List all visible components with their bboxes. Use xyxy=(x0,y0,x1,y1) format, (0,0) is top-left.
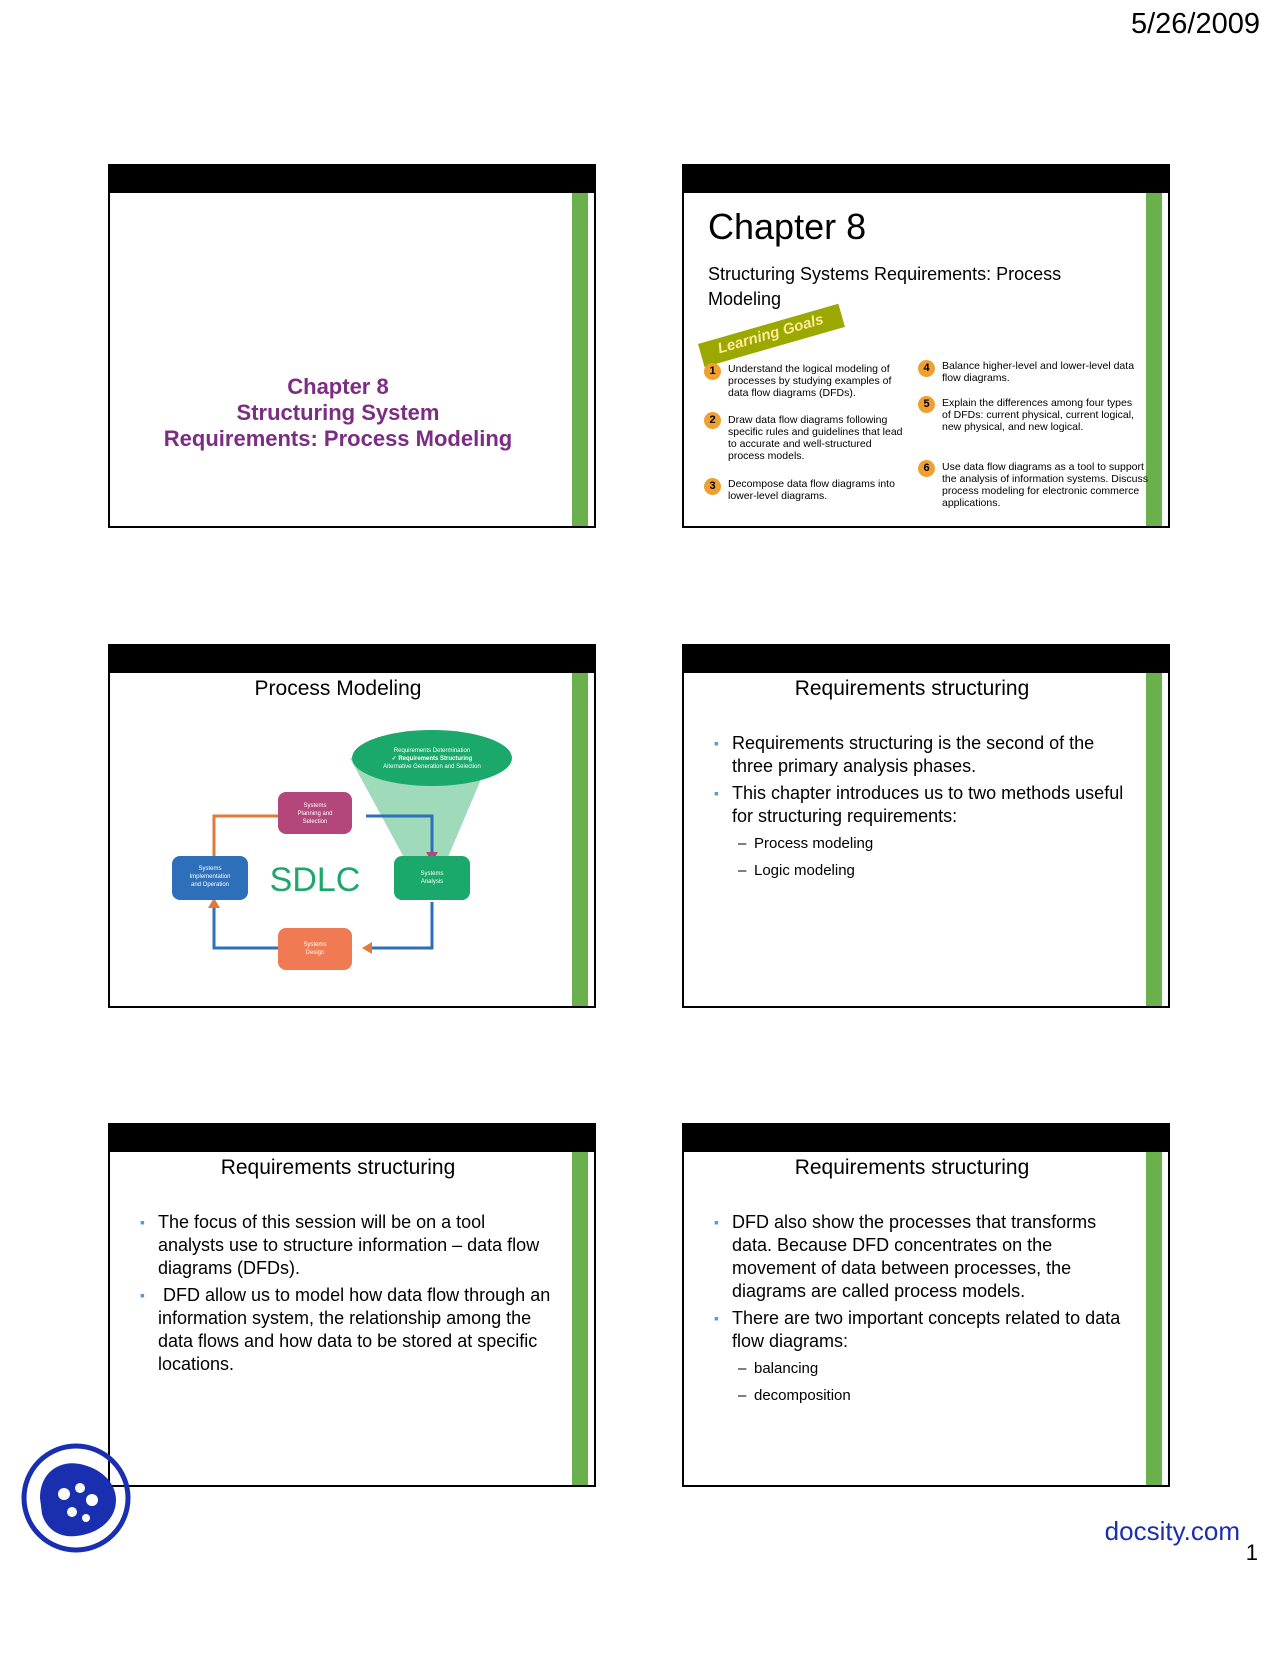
goal-text: Draw data flow diagrams following specific rules and guidelines that lead to accurate and well-structured process models. xyxy=(728,414,903,462)
chapter-subtitle xyxy=(708,262,1098,312)
slide-4 xyxy=(682,644,1170,1008)
goal-text: Explain the differences among four types of DFDs: current physical, current logical, new physical, and new logical. xyxy=(942,397,1134,433)
arrowhead xyxy=(362,942,372,954)
slide-green-bar xyxy=(572,1152,588,1485)
goal-number-badge: 3 xyxy=(704,478,721,495)
bullet-list xyxy=(714,732,1130,886)
learning-goals-label: Learning Goals xyxy=(715,310,826,358)
slide-top-bar xyxy=(684,166,1168,193)
node-analysis xyxy=(394,856,470,900)
slide-2 xyxy=(682,164,1170,528)
bullet-item: ▪ DFD also show the processes that transforms data. Because DFD concentrates on the movement of data between processes, the diagrams are called process models. xyxy=(714,1211,1130,1303)
bullet-item: ▪ The focus of this session will be on a tool analysts use to structure information – data flow diagrams (DFDs). xyxy=(140,1211,556,1280)
slide-green-bar xyxy=(1146,1152,1162,1485)
slide-3 xyxy=(108,644,596,1008)
page-date: 5/26/2009 xyxy=(1130,8,1260,40)
sdlc-center-label: SDLC xyxy=(269,861,361,899)
goal-text: Use data flow diagrams as a tool to support the analysis of information systems. Discuss process modeling for electronic commerce applications. xyxy=(942,461,1148,509)
page-number: 1 xyxy=(1245,1540,1258,1565)
node-design xyxy=(278,928,352,970)
slide-green-bar xyxy=(572,193,588,526)
node-text: Systems xyxy=(198,866,222,872)
bullet-item: ▪ Requirements structuring is the second of the three primary analysis phases. xyxy=(714,732,1130,778)
slide-title: Process Modeling xyxy=(254,677,422,700)
sdlc-diagram xyxy=(110,646,596,1008)
funnel-text: ✓ Requirements Structuring xyxy=(391,756,473,762)
sub-item: – Process modeling xyxy=(738,832,1130,855)
goal-number-badge: 2 xyxy=(704,412,721,429)
title-line: Requirements: Process Modeling xyxy=(163,426,513,451)
sub-list xyxy=(714,1357,1130,1407)
sub-item: – balancing xyxy=(738,1357,1130,1380)
subtitle-line: Structuring Systems Requirements: Process xyxy=(708,264,1062,284)
node-text: Design xyxy=(305,950,325,956)
funnel-text: Alternative Generation and Selection xyxy=(383,764,481,770)
bullet-list xyxy=(714,1211,1130,1411)
bullet-item: ▪ This chapter introduces us to two methods useful for structuring requirements: xyxy=(714,782,1130,828)
goal-text: Decompose data flow diagrams into lower-level diagrams. xyxy=(728,478,895,502)
node-text: Selection xyxy=(302,819,328,825)
slide-top-bar xyxy=(110,166,594,193)
node-text: Systems xyxy=(420,871,444,877)
goal-number-badge: 5 xyxy=(918,396,935,413)
goal-number-badge: 1 xyxy=(704,363,721,380)
goal-text: Balance higher-level and lower-level data flow diagrams. xyxy=(942,360,1135,384)
node-text: Systems xyxy=(303,803,327,809)
node-text: Planning and xyxy=(297,811,333,817)
learning-goals-banner xyxy=(698,304,845,367)
node-text: Systems xyxy=(303,942,327,948)
sub-list xyxy=(714,832,1130,882)
slide-1 xyxy=(108,164,596,528)
bullet-list xyxy=(140,1211,556,1380)
bullet-item: ▪ DFD allow us to model how data flow through an information system, the relationship among the data flows and how data to be stored at specific locations. xyxy=(140,1284,556,1376)
node-text: Analysis xyxy=(420,879,444,885)
funnel-text: Requirements Determination xyxy=(393,748,471,754)
slide-green-bar xyxy=(1146,193,1162,526)
goal-number-badge: 4 xyxy=(918,360,935,377)
slide-1-title xyxy=(110,374,566,452)
slide-title: Requirements structuring xyxy=(220,1156,456,1179)
node-text: and Operation xyxy=(190,882,230,888)
chapter-title: Chapter 8 xyxy=(708,206,867,247)
slide-top-bar xyxy=(110,1125,594,1152)
slide-green-bar xyxy=(1146,673,1162,1006)
docsity-logo-icon[interactable] xyxy=(20,1442,132,1554)
sub-item: – decomposition xyxy=(738,1384,1130,1407)
slide-title: Requirements structuring xyxy=(794,1156,1030,1179)
docsity-brand-link[interactable]: docsity.com xyxy=(1104,1516,1240,1546)
subtitle-line: Modeling xyxy=(708,289,782,309)
slide-6 xyxy=(682,1123,1170,1487)
slide-top-bar xyxy=(684,1125,1168,1152)
slide-top-bar xyxy=(684,646,1168,673)
sub-item: – Logic modeling xyxy=(738,859,1130,882)
node-text: Implementation xyxy=(189,874,231,880)
flow-arrow xyxy=(366,902,432,948)
bullet-item: ▪ There are two important concepts related to data flow diagrams: xyxy=(714,1307,1130,1353)
goal-number-badge: 6 xyxy=(918,460,935,477)
slide-5 xyxy=(108,1123,596,1487)
goal-text: Understand the logical modeling of processes by studying examples of data flow diagrams (DFDs). xyxy=(728,363,892,399)
title-line: Chapter 8 xyxy=(287,374,389,399)
title-line: Structuring System xyxy=(236,400,440,425)
slide-title: Requirements structuring xyxy=(794,677,1030,700)
